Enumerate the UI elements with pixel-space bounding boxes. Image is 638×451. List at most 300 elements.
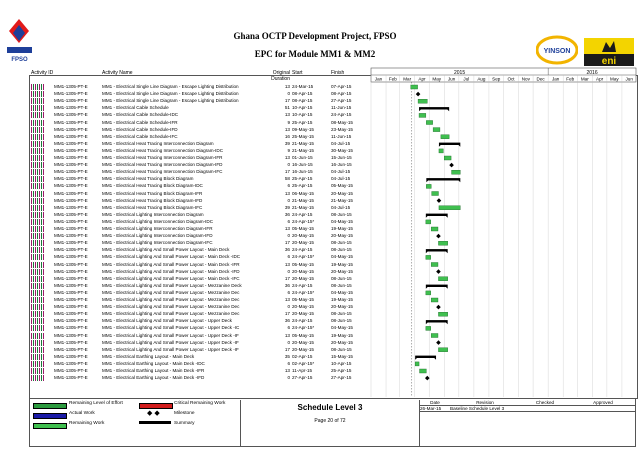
rev-date: 26-Mar-15 xyxy=(420,406,442,411)
row-activity-name: MM1 - Electrical Heat Tracing Interconnection Diagram-IFD xyxy=(102,162,223,168)
row-activity-name: MM1 - Electrical Lighting Interconnection Diagram-IFD xyxy=(102,233,213,239)
gantt-summary-cap xyxy=(434,358,436,360)
row-duration: 17 xyxy=(284,169,290,175)
gantt-bar xyxy=(415,362,419,366)
month-label: May xyxy=(432,76,442,82)
gantt-summary-cap xyxy=(447,110,449,112)
row-activity-name: MM1 - Electrical Lighting And Small Power Layout - Mezzanine Dec xyxy=(102,311,240,317)
gantt-summary-cap xyxy=(446,287,448,289)
row-activity-name: MM1 - Electrical Lighting And Small Power Layout - Mezzanine Dec xyxy=(102,304,240,310)
row-duration: 6 xyxy=(287,360,290,366)
month-label: Jun xyxy=(625,76,633,82)
row-start: 20-May-15 xyxy=(292,311,314,317)
month-label: Apr xyxy=(596,76,604,82)
row-duration: 13 xyxy=(284,226,290,231)
row-duration: 0 xyxy=(287,162,290,168)
row-activity-name: MM1 - Electrical Lighting And Small Power Layout - Mezzanine Deck xyxy=(102,282,242,288)
gantt-summary-cap xyxy=(426,216,428,218)
row-activity-name: MM1 - Electrical Cable Schedule-IFC xyxy=(102,133,178,139)
row-duration: 17 xyxy=(284,346,290,352)
row-activity-id: MM1-1305-PT-E xyxy=(54,183,88,189)
row-finish: 20-May-15 xyxy=(331,304,353,310)
legend-remaining-level-swatch xyxy=(33,403,67,409)
row-duration: 13 xyxy=(284,332,290,338)
row-activity-name: MM1 - Electrical Lighting And Small Power Layout - Main Deck -IFD xyxy=(102,268,240,274)
row-activity-id: MM1-1305-PT-E xyxy=(54,346,88,352)
gantt-summary-cap xyxy=(446,252,448,254)
row-duration: 51 xyxy=(284,105,290,111)
row-activity-name: MM1 - Electrical Lighting And Small Power Layout - Main Deck xyxy=(102,247,230,253)
row-activity-name: MM1 - Electrical Cable Schedule-IDC xyxy=(102,112,179,118)
row-finish: 08-Jun-15 xyxy=(331,311,352,317)
row-duration: 0 xyxy=(287,304,290,310)
gantt-summary-bar xyxy=(426,249,448,251)
row-start: 24-Apr-15* xyxy=(292,254,315,260)
row-activity-name: MM1 - Electrical Cable Schedule xyxy=(102,105,169,111)
row-start: 16-Jun-15 xyxy=(292,162,313,168)
row-activity-id: MM1-1305-PT-E xyxy=(54,218,88,224)
row-start: 21-May-15 xyxy=(292,147,314,153)
gantt-milestone xyxy=(449,163,454,168)
gantt-bar xyxy=(426,255,431,259)
gantt-bar xyxy=(444,156,451,160)
gantt-bar xyxy=(438,348,447,352)
row-activity-id: MM1-1305-PT-E xyxy=(54,91,88,97)
row-start: 01-Jun-15 xyxy=(292,155,313,160)
gantt-summary-cap xyxy=(426,323,428,325)
row-start: 10-Apr-15 xyxy=(292,105,313,111)
month-label: Mar xyxy=(403,76,412,82)
row-duration: 36 xyxy=(284,247,290,253)
row-finish: 27-Apr-15 xyxy=(331,98,352,104)
row-activity-name: MM1 - Electrical Lighting And Small Power Layout - Main Deck -IDC xyxy=(102,254,241,260)
row-duration: 6 xyxy=(287,218,290,224)
row-activity-id: MM1-1305-PT-E xyxy=(54,240,88,246)
footer-center xyxy=(240,400,420,446)
row-start: 11-Apr-15 xyxy=(292,368,313,373)
row-start: 09-May-15 xyxy=(292,126,314,132)
gantt-bar xyxy=(433,128,440,132)
gantt-summary-bar xyxy=(419,107,449,109)
contractor-logo-text: YINSON xyxy=(543,48,571,55)
row-activity-name: MM1 - Electrical Heat Tracing Block Diagram-IFR xyxy=(102,190,203,196)
gantt-bar xyxy=(441,135,449,139)
row-start: 16-Jun-15 xyxy=(292,169,313,175)
row-start: 25-Apr-15 xyxy=(292,119,313,125)
month-label: Apr xyxy=(418,76,426,82)
row-activity-name: MM1 - Electrical Lighting And Small Power Layout - Upper Deck -IF xyxy=(102,332,239,338)
row-start: 05-May-15 xyxy=(292,226,314,231)
row-finish: 04-Jul-15 xyxy=(331,204,351,210)
col-activity-id: Activity ID xyxy=(31,70,54,76)
row-finish: 07-Apr-15 xyxy=(331,84,352,89)
row-activity-id: MM1-1305-PT-E xyxy=(54,98,88,104)
legend-milestone: Milestone xyxy=(174,411,195,416)
rev-col-revision: Revision xyxy=(476,400,494,405)
milestone-icon: ◆ ◆ xyxy=(147,410,160,417)
month-label: Jul xyxy=(463,76,470,82)
row-activity-id: MM1-1305-PT-E xyxy=(54,119,88,125)
col-finish: Finish xyxy=(331,70,345,76)
gantt-summary-cap xyxy=(415,358,417,360)
rev-approved xyxy=(570,406,636,411)
row-activity-id: MM1-1305-PT-E xyxy=(54,368,88,373)
row-finish: 08-Apr-15 xyxy=(331,91,352,97)
row-activity-name: MM1 - Electrical Earthing Layout - Main Deck xyxy=(102,353,195,359)
row-activity-name: MM1 - Electrical Single Line Diagram - Escape Lighting Distribution xyxy=(102,84,239,89)
month-label: May xyxy=(610,76,619,82)
gantt-bar xyxy=(426,291,431,295)
gantt-bar xyxy=(431,334,438,338)
row-start: 25-Apr-15 xyxy=(292,183,313,189)
row-finish: 15-May-15 xyxy=(331,353,353,359)
row-finish: 20-May-15 xyxy=(331,233,353,239)
row-duration: 13 xyxy=(284,190,290,196)
row-activity-id: MM1-1305-PT-E xyxy=(54,318,88,324)
row-activity-id: MM1-1305-PT-E xyxy=(54,169,88,175)
revision-table xyxy=(420,400,636,412)
row-duration: 0 xyxy=(287,339,290,345)
row-duration: 13 xyxy=(284,112,290,118)
row-start: 24-Mar-15 xyxy=(292,84,314,89)
year-label: 2016 xyxy=(586,70,598,76)
row-activity-name: MM1 - Electrical Lighting Interconnection Diagram-IFR xyxy=(102,226,213,231)
row-activity-name: MM1 - Electrical Heat Tracing Block Diagram-IFD xyxy=(102,197,203,203)
gantt-bar xyxy=(432,192,439,196)
month-label: Feb xyxy=(388,76,397,82)
row-duration: 36 xyxy=(284,282,290,288)
row-activity-id: MM1-1305-PT-E xyxy=(54,140,88,146)
gantt-bar xyxy=(439,206,460,210)
row-finish: 08-Jun-15 xyxy=(331,240,352,246)
gantt-summary-bar xyxy=(426,178,460,180)
row-activity-name: MM1 - Electrical Lighting And Small Power Layout - Mezzanine Dec xyxy=(102,297,240,302)
row-duration: 0 xyxy=(287,91,290,97)
row-activity-name: MM1 - Electrical Heat Tracing Block Diagram-IFC xyxy=(102,204,203,210)
col-start: Start xyxy=(292,70,303,76)
row-activity-name: MM1 - Electrical Lighting And Small Power Layout - Mezzanine Dec xyxy=(102,289,240,295)
gantt-milestone xyxy=(437,198,442,203)
row-activity-name: MM1 - Electrical Lighting And Small Power Layout - Main Deck -IFR xyxy=(102,261,240,267)
row-duration: 35 xyxy=(284,353,290,359)
row-activity-id: MM1-1305-PT-E xyxy=(54,311,88,317)
gantt-summary-cap xyxy=(446,216,448,218)
row-duration: 17 xyxy=(284,98,290,104)
row-activity-id: MM1-1305-PT-E xyxy=(54,268,88,274)
legend-actual-work: Actual Work xyxy=(69,411,95,416)
gantt-milestone xyxy=(425,376,430,381)
row-start: 20-May-15 xyxy=(292,304,314,310)
month-label: Jun xyxy=(447,76,456,82)
row-activity-id: MM1-1305-PT-E xyxy=(54,282,88,288)
gantt-bar xyxy=(426,121,432,125)
row-activity-id: MM1-1305-PT-E xyxy=(54,226,88,231)
row-finish: 20-May-15 xyxy=(331,339,353,345)
month-label: Jan xyxy=(374,76,383,82)
row-start: 08-Apr-15 xyxy=(292,98,313,104)
row-finish: 10-Apr-15 xyxy=(331,360,352,366)
rev-col-checked: Checked xyxy=(535,400,555,405)
row-duration: 39 xyxy=(284,204,290,210)
row-activity-name: MM1 - Electrical Lighting And Small Power Layout - Upper Deck xyxy=(102,318,232,324)
row-duration: 6 xyxy=(287,289,290,295)
row-activity-name: MM1 - Electrical Lighting Interconnection Diagram-IDC xyxy=(102,218,214,224)
row-activity-id: MM1-1305-PT-E xyxy=(54,233,88,239)
row-duration: 13 xyxy=(284,297,290,302)
gantt-summary-cap xyxy=(426,287,428,289)
row-start: 21-May-15 xyxy=(292,140,314,146)
schedule-title: Schedule Level 3 xyxy=(297,403,363,412)
row-finish: 08-Jun-15 xyxy=(331,318,352,324)
row-finish: 25-Apr-15 xyxy=(331,368,352,373)
year-label: 2015 xyxy=(454,70,466,76)
row-finish: 19-May-15 xyxy=(331,332,353,338)
row-start: 20-May-15 xyxy=(292,233,314,239)
row-finish: 27-Apr-15 xyxy=(331,375,352,381)
rev-checked xyxy=(520,406,570,411)
row-activity-name: MM1 - Electrical Earthing Layout - Main Deck -IFR xyxy=(102,368,205,373)
month-label: Jan xyxy=(551,76,560,82)
row-duration: 13 xyxy=(284,126,290,132)
row-start: 24-Apr-15* xyxy=(292,289,315,295)
row-activity-name: MM1 - Electrical Heat Tracing Block Diagram-IDC xyxy=(102,183,203,189)
row-duration: 17 xyxy=(284,311,290,317)
row-finish: 16-Jun-15 xyxy=(331,162,352,168)
gantt-milestone xyxy=(436,340,441,345)
gantt-milestone xyxy=(436,305,441,310)
gantt-bar xyxy=(426,326,431,330)
row-duration: 9 xyxy=(287,147,290,153)
row-activity-id: MM1-1305-PT-E xyxy=(54,360,88,366)
row-finish: 20-May-15 xyxy=(331,268,353,274)
row-duration: 0 xyxy=(287,197,290,203)
row-finish: 04-May-15 xyxy=(331,218,353,224)
row-start: 06-May-15 xyxy=(292,190,314,196)
month-label: Dec xyxy=(536,76,545,82)
project-title: Ghana OCTP Development Project, FPSO xyxy=(233,31,397,41)
row-finish: 04-Jul-15 xyxy=(331,176,351,182)
gantt-bar xyxy=(438,277,447,281)
row-finish: 23-May-15 xyxy=(331,126,353,132)
row-finish: 08-Jun-15 xyxy=(331,346,352,352)
gantt-bar xyxy=(411,85,418,89)
row-activity-name: MM1 - Electrical Lighting And Small Power Layout - Main Deck -IFC xyxy=(102,275,240,281)
row-duration: 36 xyxy=(284,211,290,217)
row-activity-name: MM1 - Electrical Cable Schedule-IFD xyxy=(102,126,178,132)
row-start: 08-Apr-15 xyxy=(292,91,313,97)
row-start: 02-Apr-15* xyxy=(292,360,315,366)
row-activity-id: MM1-1305-PT-E xyxy=(54,162,88,168)
row-activity-name: MM1 - Electrical Cable Schedule-IFR xyxy=(102,119,178,125)
row-activity-id: MM1-1305-PT-E xyxy=(54,332,88,338)
gantt-bar xyxy=(420,369,427,373)
gantt-summary-bar xyxy=(415,356,436,358)
row-activity-id: MM1-1305-PT-E xyxy=(54,275,88,281)
legend-remaining-work-swatch xyxy=(33,423,67,429)
gantt-summary-bar xyxy=(439,143,460,145)
row-activity-id: MM1-1305-PT-E xyxy=(54,325,88,331)
gantt-bar xyxy=(418,99,427,103)
row-finish: 19-May-15 xyxy=(331,261,353,267)
row-duration: 16 xyxy=(284,133,290,139)
page-number: Page 20 of 72 xyxy=(314,418,346,424)
project-subtitle: EPC for Module MM1 & MM2 xyxy=(254,49,376,59)
row-activity-id: MM1-1305-PT-E xyxy=(54,261,88,267)
month-label: Sep xyxy=(492,76,501,82)
row-finish: 19-May-15 xyxy=(331,297,353,302)
row-finish: 05-May-15 xyxy=(331,183,353,189)
row-finish: 08-May-15 xyxy=(331,119,353,125)
rev-col-date: Date xyxy=(430,400,440,405)
gantt-summary-bar xyxy=(426,214,448,216)
legend-remaining-level: Remaining Level of Effort xyxy=(69,401,123,406)
gantt-summary-cap xyxy=(419,110,421,112)
row-activity-name: MM1 - Electrical Single Line Diagram - Escape Lighting Distribution xyxy=(102,91,239,97)
gantt-milestone xyxy=(436,234,441,239)
row-activity-id: MM1-1305-PT-E xyxy=(54,254,88,260)
col-duration: Original Duration xyxy=(271,70,290,82)
row-duration: 13 xyxy=(284,368,290,373)
gantt-summary-cap xyxy=(439,145,441,147)
row-activity-name: MM1 - Electrical Heat Tracing Interconnection Diagram-IDC xyxy=(102,147,224,153)
row-duration: 6 xyxy=(287,183,290,189)
row-activity-id: MM1-1305-PT-E xyxy=(54,247,88,253)
row-start: 20-May-15 xyxy=(292,268,314,274)
row-start: 20-May-15 xyxy=(292,240,314,246)
col-activity-name: Activity Name xyxy=(102,70,133,76)
row-finish: 04-May-15 xyxy=(331,289,353,295)
row-start: 20-May-15 xyxy=(292,339,314,345)
row-start: 24-Apr-15* xyxy=(292,218,315,224)
row-activity-name: MM1 - Electrical Lighting And Small Power Layout - Upper Deck -IC xyxy=(102,325,240,331)
legend-remaining-work: Remaining Work xyxy=(69,421,105,426)
row-activity-name: MM1 - Electrical Lighting And Small Power Layout - Upper Deck -IF xyxy=(102,346,239,352)
row-start: 05-May-15 xyxy=(292,261,314,267)
row-finish: 15-Jun-15 xyxy=(331,155,352,160)
owner-logo-text: eni xyxy=(601,56,617,66)
row-duration: 39 xyxy=(284,140,290,146)
row-activity-id: MM1-1305-PT-E xyxy=(54,105,88,111)
row-activity-name: MM1 - Electrical Lighting And Small Power Layout - Upper Deck -IF xyxy=(102,339,239,345)
client-logo-text: FPSO xyxy=(11,57,28,63)
row-finish: 04-May-15 xyxy=(331,325,353,331)
row-start: 05-May-15 xyxy=(292,332,314,338)
row-activity-id: MM1-1305-PT-E xyxy=(54,133,88,139)
month-label: Nov xyxy=(521,76,530,82)
row-start: 20-May-15 xyxy=(292,275,314,281)
row-finish: 04-May-15 xyxy=(331,254,353,260)
row-start: 25-May-15 xyxy=(292,133,314,139)
row-finish: 08-Jun-15 xyxy=(331,247,352,253)
gantt-bar xyxy=(431,227,438,231)
row-duration: 13 xyxy=(284,261,290,267)
gantt-summary-cap xyxy=(426,181,428,183)
row-activity-id: MM1-1305-PT-E xyxy=(54,147,88,153)
gantt-bar xyxy=(426,220,431,224)
row-duration: 0 xyxy=(287,233,290,239)
row-activity-id: MM1-1305-PT-E xyxy=(54,289,88,295)
row-finish: 11-Jun-15 xyxy=(331,133,352,139)
row-activity-id: MM1-1305-PT-E xyxy=(54,304,88,310)
row-duration: 17 xyxy=(284,240,290,246)
row-activity-id: MM1-1305-PT-E xyxy=(54,297,88,302)
row-start: 20-May-15 xyxy=(292,346,314,352)
row-finish: 24-Apr-15 xyxy=(331,112,352,118)
row-activity-name: MM1 - Electrical Heat Tracing Interconnection Diagram xyxy=(102,140,214,146)
summary-icon xyxy=(139,421,171,424)
row-duration: 17 xyxy=(284,275,290,281)
row-activity-id: MM1-1305-PT-E xyxy=(54,375,88,381)
row-activity-id: MM1-1305-PT-E xyxy=(54,155,88,160)
row-duration: 13 xyxy=(284,84,290,89)
row-finish: 19-May-15 xyxy=(331,226,353,231)
gantt-bar xyxy=(452,170,461,174)
gantt-bar xyxy=(438,241,447,245)
gantt-bar xyxy=(431,298,438,302)
row-start: 21-May-15 xyxy=(292,204,314,210)
row-finish: 08-Jun-15 xyxy=(331,211,352,217)
row-duration: 13 xyxy=(284,155,290,160)
gantt-summary-cap xyxy=(446,323,448,325)
row-start: 24-Apr-15 xyxy=(292,318,313,324)
gantt-summary-bar xyxy=(426,285,448,287)
month-label: Oct xyxy=(507,76,515,82)
row-duration: 0 xyxy=(287,268,290,274)
row-duration: 9 xyxy=(287,119,290,125)
row-finish: 08-Jun-15 xyxy=(331,282,352,288)
row-activity-id: MM1-1305-PT-E xyxy=(54,84,88,89)
row-start: 02-Apr-15 xyxy=(292,353,313,359)
row-duration: 6 xyxy=(287,325,290,331)
row-start: 24-Apr-15 xyxy=(292,282,313,288)
rev-revision: Baseline Schedule Level 3 xyxy=(450,406,505,411)
row-duration: 6 xyxy=(287,254,290,260)
row-finish: 30-May-15 xyxy=(331,147,353,153)
row-start: 25-Apr-15 xyxy=(292,176,313,182)
gantt-summary-cap xyxy=(426,252,428,254)
row-activity-name: MM1 - Electrical Single Line Diagram - Escape Lighting Distribution xyxy=(102,98,239,104)
row-activity-id: MM1-1305-PT-E xyxy=(54,204,88,210)
row-start: 21-May-15 xyxy=(292,197,314,203)
row-activity-id: MM1-1305-PT-E xyxy=(54,112,88,118)
month-label: Mar xyxy=(580,76,589,82)
gantt-summary-bar xyxy=(426,320,448,322)
row-finish: 21-May-15 xyxy=(331,197,353,203)
legend xyxy=(29,400,239,446)
row-activity-name: MM1 - Electrical Lighting Interconnection Diagram xyxy=(102,211,204,217)
row-start: 27-Apr-15 xyxy=(292,375,313,381)
month-label: Aug xyxy=(477,76,486,82)
row-finish: 08-Jun-15 xyxy=(331,275,352,281)
row-start: 10-Apr-15 xyxy=(292,112,313,118)
row-activity-id: MM1-1305-PT-E xyxy=(54,126,88,132)
legend-summary: Summary xyxy=(174,421,195,426)
gantt-bar xyxy=(439,149,443,153)
row-activity-name: MM1 - Electrical Heat Tracing Block Diagram xyxy=(102,176,194,182)
gantt-milestone xyxy=(416,92,421,97)
row-activity-id: MM1-1305-PT-E xyxy=(54,211,88,217)
revision-row xyxy=(420,406,636,412)
row-start: 24-Apr-15 xyxy=(292,247,313,253)
month-label: Feb xyxy=(566,76,575,82)
rev-col-approved: Approved xyxy=(593,400,613,405)
row-activity-name: MM1 - Electrical Heat Tracing Interconnection Diagram-IFR xyxy=(102,155,223,160)
row-duration: 58 xyxy=(284,176,290,182)
row-activity-name: MM1 - Electrical Earthing Layout - Main Deck -IDC xyxy=(102,360,205,366)
row-finish: 04-Jul-15 xyxy=(331,169,351,175)
legend-critical: Critical Remaining Work xyxy=(174,401,226,406)
row-start: 05-May-15 xyxy=(292,297,314,302)
